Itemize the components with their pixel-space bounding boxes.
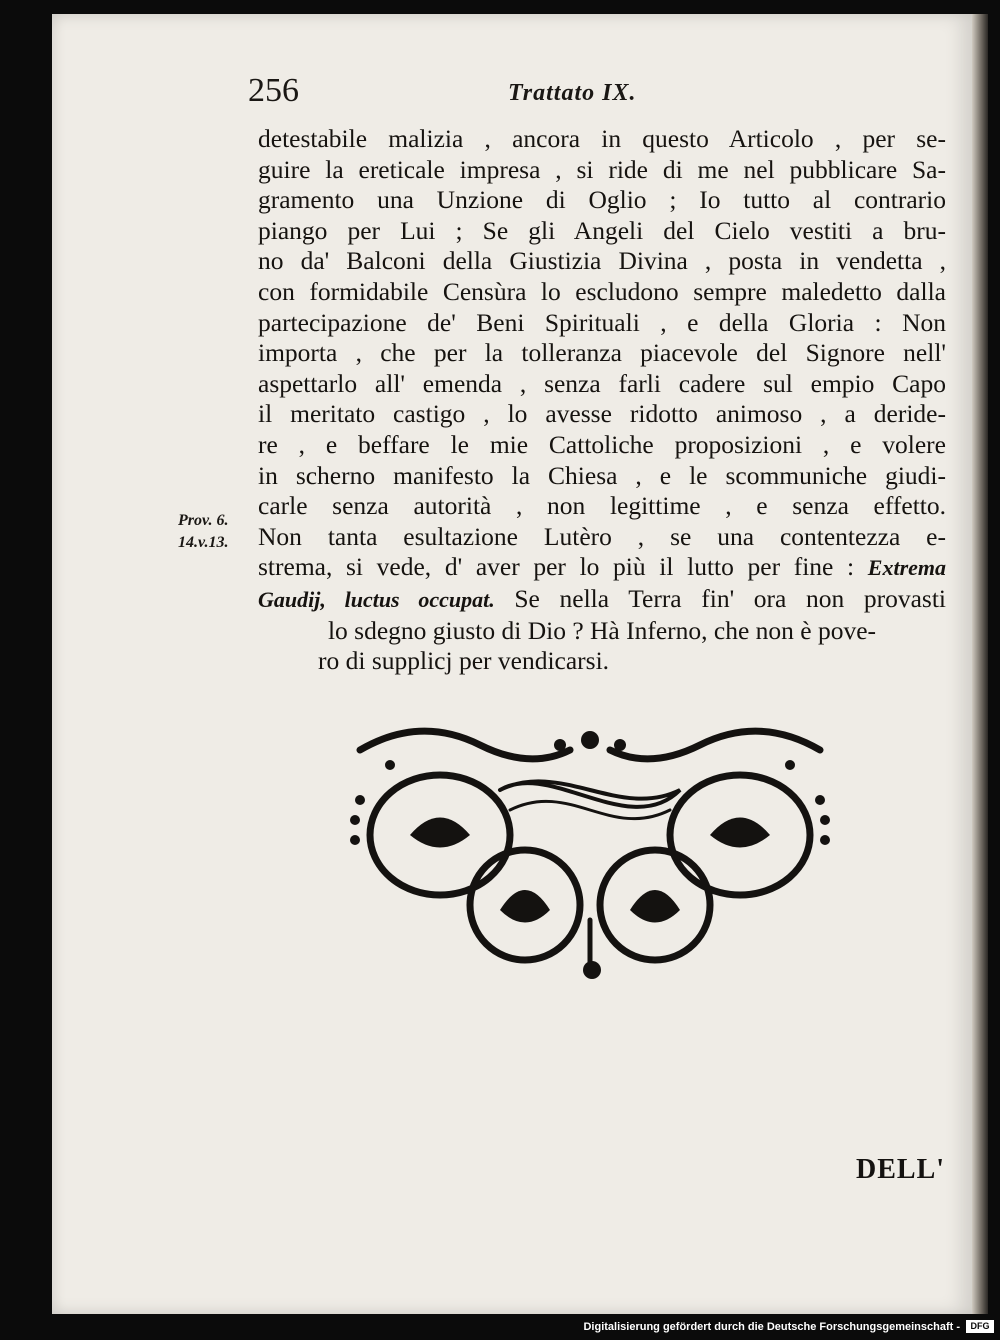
page-number: 256 [248, 72, 299, 109]
page-header [248, 72, 960, 112]
latin-quote: Extrema [867, 555, 947, 581]
margin-note: 14.v.13. [178, 534, 229, 551]
text-line: Non tanta esultazione Lutèro , se una contentezza e- [258, 521, 946, 551]
book-spine [972, 14, 988, 1314]
text-line: in scherno manifesto la Chiesa , e le scommuniche giudi- [258, 460, 946, 490]
dfg-logo: DFG [966, 1320, 994, 1333]
text-line: no da' Balconi della Giustizia Divina , posta in vendetta , [258, 246, 946, 276]
text-line: guire la ereticale impresa , si ride di me nel pubblicare Sa- [258, 154, 946, 184]
text-line-with-quote [258, 584, 946, 616]
text-line: re , e beffare le mie Cattoliche proposizioni , e volere [258, 429, 946, 459]
text-line: piango per Lui ; Se gli Angeli del Cielo vestiti a bru- [258, 215, 946, 245]
text-line: gramento una Unzione di Oglio ; Io tutto al contrario [258, 185, 946, 215]
text-line: carle senza autorità , non legittime , e senza effetto. [258, 491, 946, 521]
text-line: il meritato castigo , lo avesse ridotto animoso , a deride- [258, 399, 946, 429]
text-line-with-quote [258, 552, 946, 584]
text-line: lo sdegno giusto di Dio ? Hà Inferno, che non è pove- [327, 615, 877, 645]
text-line: ro di supplicj per vendicarsi. [318, 646, 610, 676]
latin-quote: Gaudij, luctus occupat. [258, 586, 495, 612]
margin-note: Prov. 6. [178, 512, 229, 529]
catchword: DELL' [856, 1154, 946, 1185]
tailpiece-ornament [330, 720, 850, 980]
footer-bar [0, 1314, 1000, 1340]
text-line: importa , che per la tolleranza piacevole del Signore nell' [258, 338, 946, 368]
text-line: aspettarlo all' emenda , senza farli cadere sul empio Capo [258, 368, 946, 398]
text-line: con formidabile Censùra lo escludono sempre maledetto dalla [258, 276, 946, 306]
footer-credit: Digitalisierung gefördert durch die Deutsche Forschungsgemeinschaft - [583, 1321, 960, 1333]
text-line: Se nella Terra fin' ora non provasti [514, 583, 946, 613]
text-line: partecipazione de' Beni Spirituali , e della Gloria : Non [258, 307, 946, 337]
running-head: Trattato IX. [508, 80, 637, 106]
text-line: strema, si vede, d' aver per lo più il lutto per fine : [258, 552, 855, 582]
text-line: detestabile malizia , ancora in questo Articolo , per se- [258, 124, 946, 153]
text-block [258, 124, 946, 677]
